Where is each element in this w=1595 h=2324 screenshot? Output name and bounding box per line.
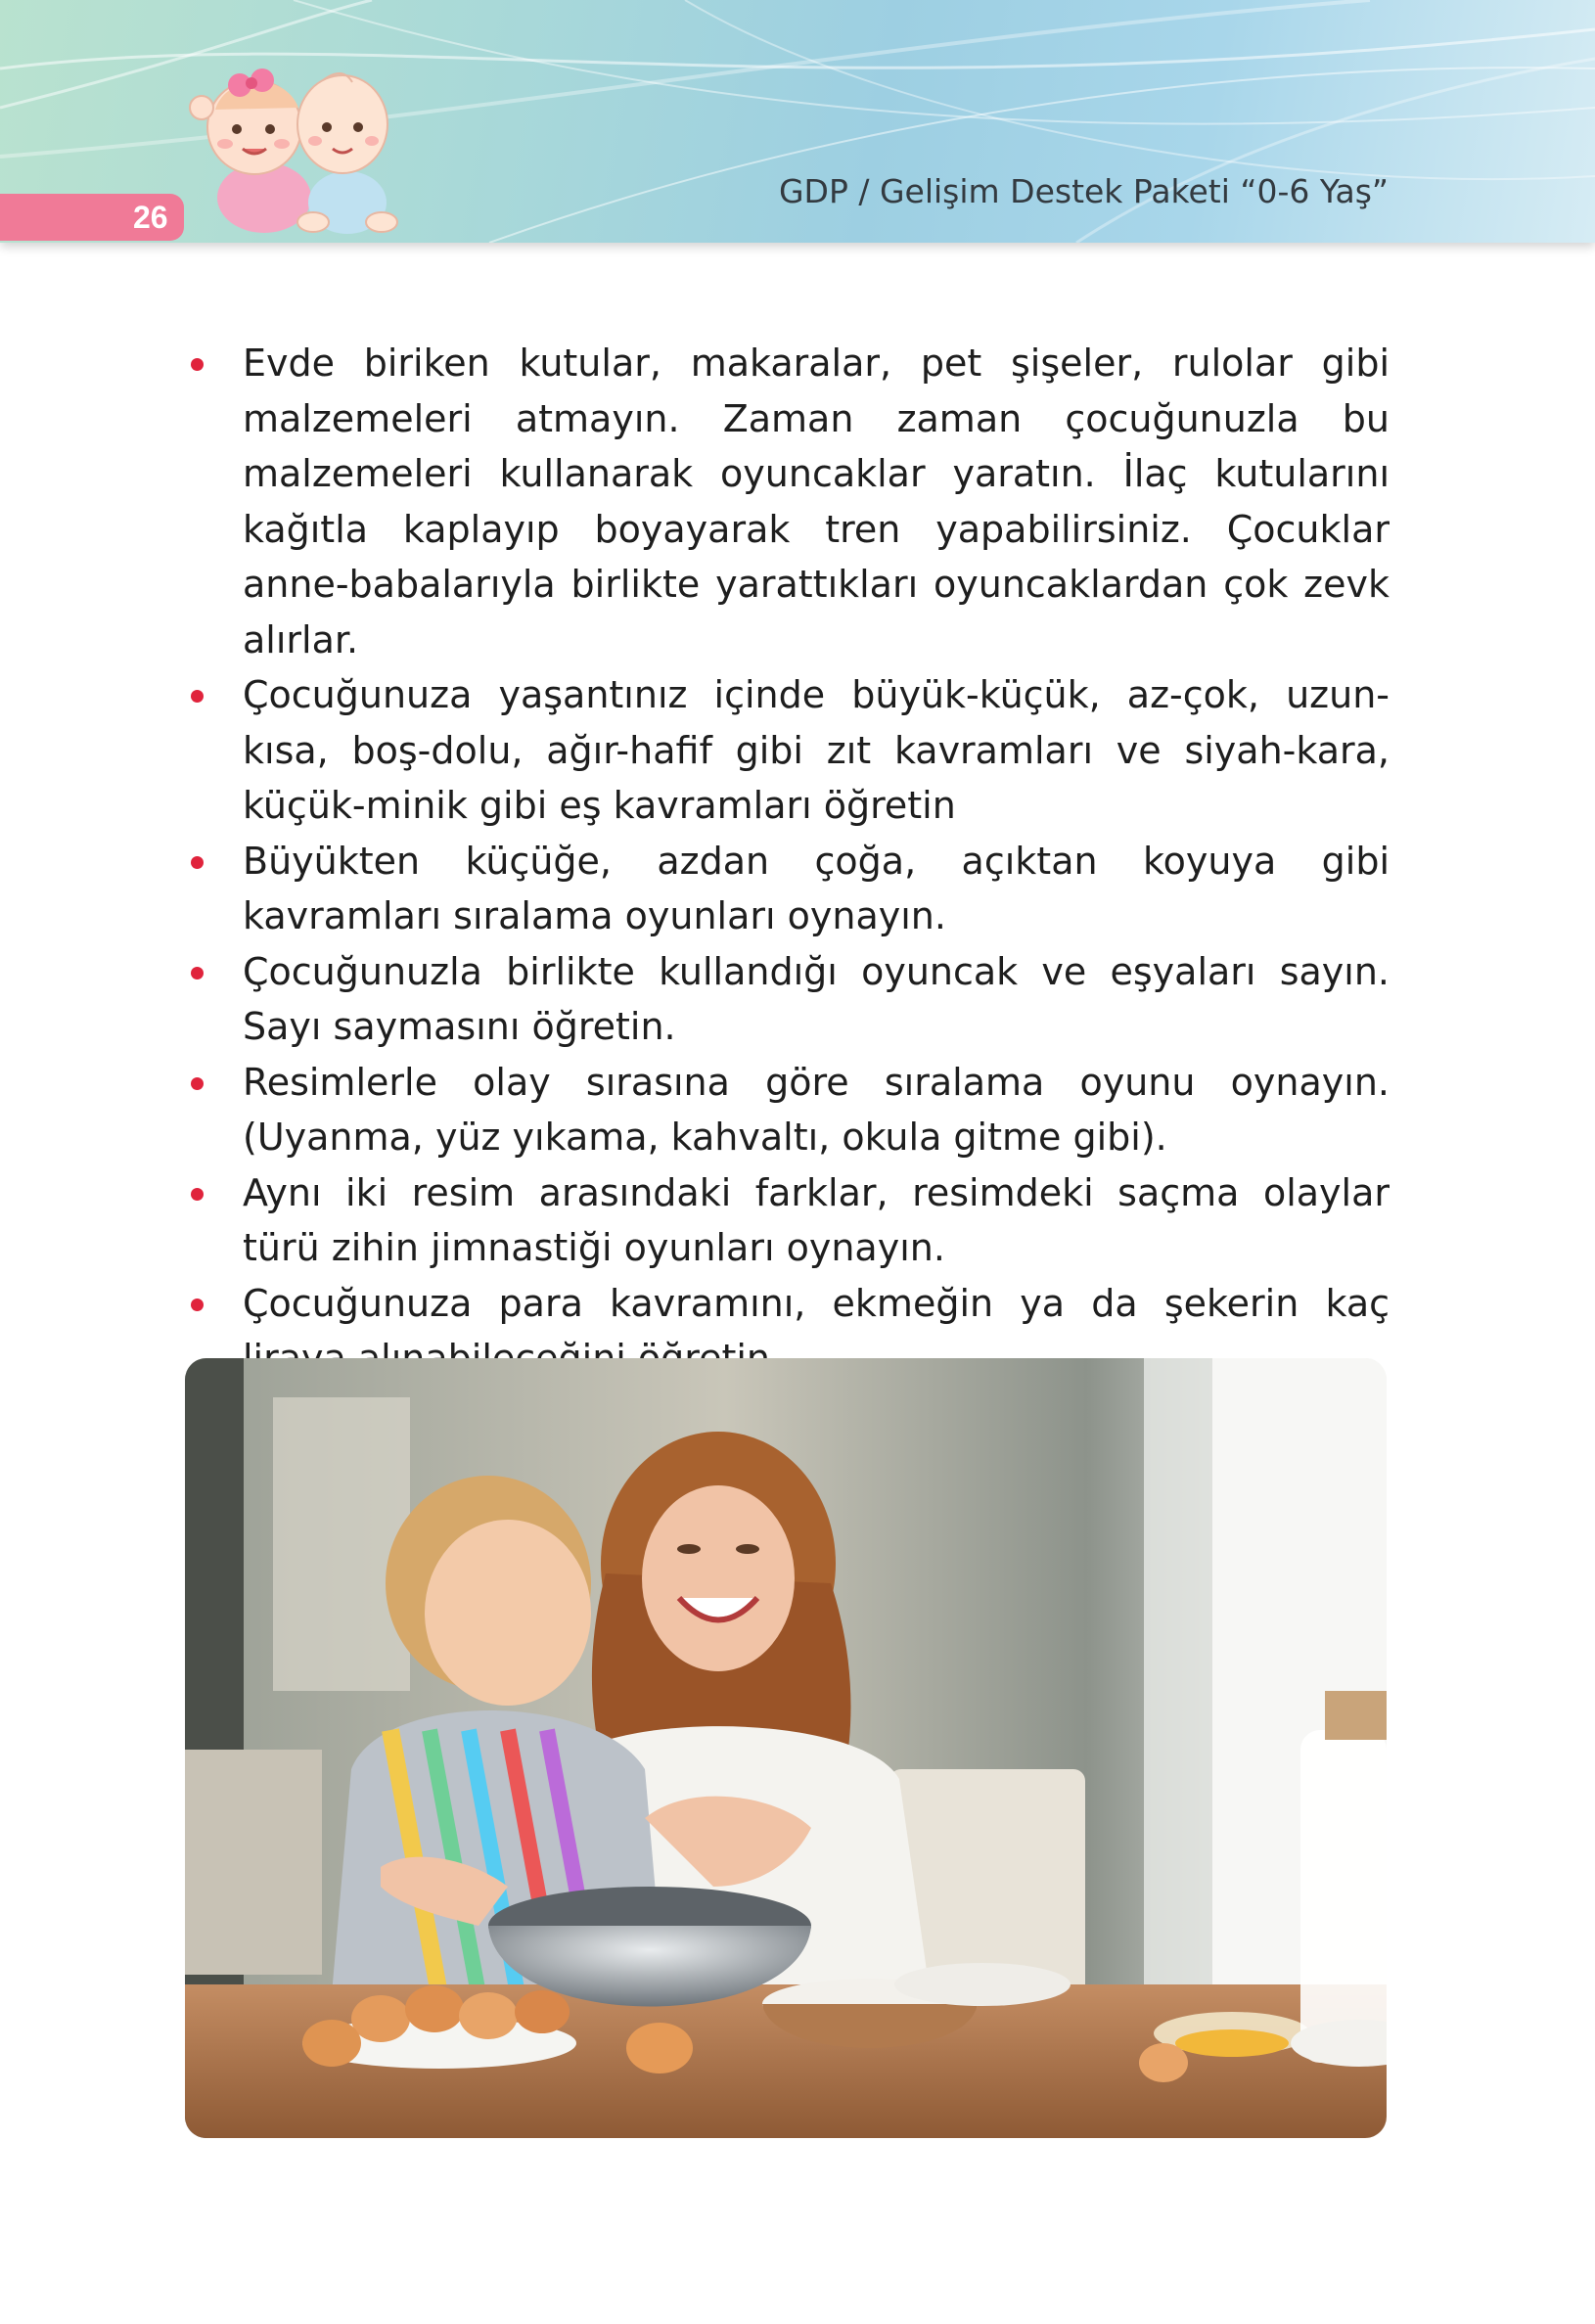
bullet-icon	[191, 967, 204, 980]
bullet-icon	[191, 1299, 204, 1311]
page-number: 26	[133, 200, 168, 235]
bullet-icon	[191, 690, 204, 703]
list-item: Evde biriken kutular, makaralar, pet şişeler, rulolar gibi malzemeleri atmayın. Zaman zaman çocuğunuzla bu malzemeleri kullanarak oyuncaklar yaratın. İlaç kutularını kağıtla kaplayıp boyayarak tren yapabilirsiniz. Çocuklar anne-babalarıyla birlikte yarattıkları oyuncaklardan çok zevk alırlar.	[182, 336, 1390, 667]
babies-illustration	[186, 51, 411, 237]
list-item: Büyükten küçüğe, azdan çoğa, açıktan koyuya gibi kavramları sıralama oyunları oynayın.	[182, 834, 1390, 944]
main-content	[182, 336, 1390, 1387]
list-item: Çocuğunuzla birlikte kullandığı oyuncak ve eşyaları sayın. Sayı saymasını öğretin.	[182, 944, 1390, 1055]
list-item: Çocuğunuza para kavramını, ekmeğin ya da şekerin kaç	[182, 1276, 1390, 1387]
running-header-title: GDP / Gelişim Destek Paketi “0-6 Yaş”	[778, 172, 1389, 210]
bullet-list	[182, 336, 1390, 1387]
bullet-icon	[191, 1077, 204, 1090]
page-header	[0, 0, 1595, 243]
list-item: Çocuğunuza yaşantınız içinde büyük-küçük, az-çok, uzun-kısa, boş-dolu, ağır-hafif gibi zıt kavramları ve siyah-kara, küçük-minik gibi eş kavramları öğretin	[182, 667, 1390, 834]
mother-and-child-baking-photo	[185, 1358, 1387, 2138]
list-item: Resimlerle olay sırasına göre sıralama oyunu oynayın. (Uyanma, yüz yıkama, kahvaltı, okula gitme gibi).	[182, 1055, 1390, 1165]
bullet-icon	[191, 358, 204, 371]
list-item: Aynı iki resim arasındaki farklar, resimdeki saçma olaylar türü zihin jimnastiği oyunları oynayın.	[182, 1165, 1390, 1276]
bullet-icon	[191, 856, 204, 869]
bullet-icon	[191, 1188, 204, 1201]
